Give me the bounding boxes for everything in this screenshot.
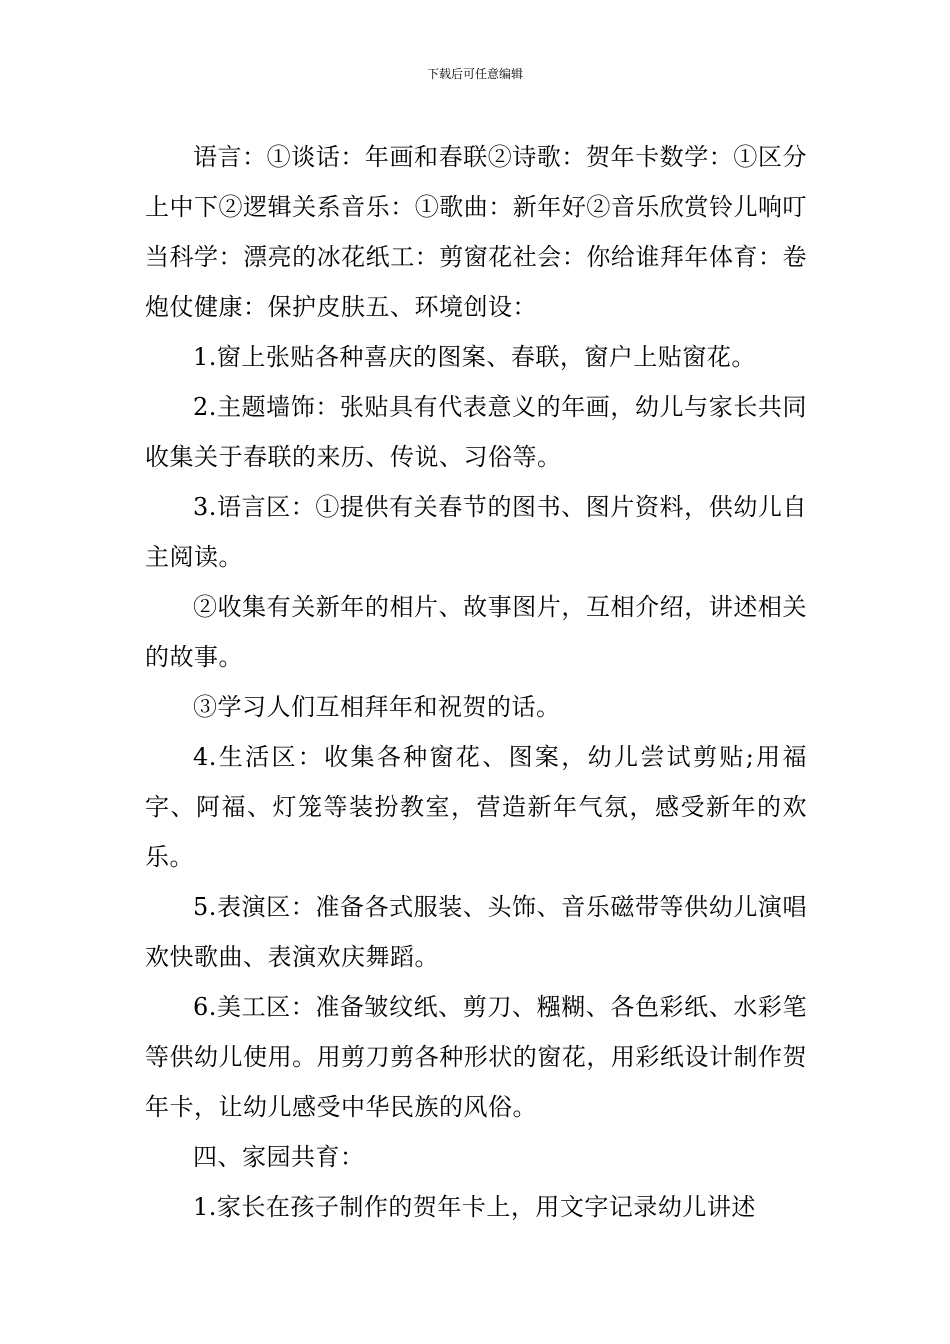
document-body bbox=[145, 132, 807, 1232]
page-header: 下载后可任意编辑 bbox=[426, 67, 523, 81]
paragraph-home-school-1: 1.家长在孩子制作的贺年卡上，用文字记录幼儿讲述 bbox=[193, 1193, 756, 1221]
paragraph-environment-6: 6.美工区：准备皱纹纸、剪刀、糨糊、各色彩纸、水彩笔等供幼儿使用。用剪刀剪各种形状的窗花，用彩纸设计制作贺年卡，让幼儿感受中华民族的风俗。 bbox=[145, 993, 807, 1121]
paragraph-curriculum: 语言：①谈话：年画和春联②诗歌：贺年卡数学：①区分上中下②逻辑关系音乐：①歌曲：新年好②音乐欣赏铃儿响叮当科学：漂亮的冰花纸工：剪窗花社会：你给谁拜年体育：卷炮仗健康：保护皮肤五、环境创设： bbox=[145, 143, 807, 321]
paragraph-environment-2: 2.主题墙饰：张贴具有代表意义的年画，幼儿与家长共同收集关于春联的来历、传说、习俗等。 bbox=[145, 393, 807, 471]
paragraph-environment-5: 5.表演区：准备各式服装、头饰、音乐磁带等供幼儿演唱欢快歌曲、表演欢庆舞蹈。 bbox=[145, 893, 807, 971]
paragraph-environment-1: 1.窗上张贴各种喜庆的图案、春联，窗户上贴窗花。 bbox=[193, 343, 756, 371]
paragraph-language-3: ③学习人们互相拜年和祝贺的话。 bbox=[193, 693, 561, 721]
paragraph-language-2: ②收集有关新年的相片、故事图片，互相介绍，讲述相关的故事。 bbox=[145, 593, 807, 671]
paragraph-environment-3: 3.语言区：①提供有关春节的图书、图片资料，供幼儿自主阅读。 bbox=[145, 493, 807, 571]
section-heading-home-school: 四、家园共育： bbox=[193, 1143, 365, 1171]
paragraph-environment-4: 4.生活区：收集各种窗花、图案，幼儿尝试剪贴;用福字、阿福、灯笼等装扮教室，营造新年气氛，感受新年的欢乐。 bbox=[145, 743, 807, 871]
